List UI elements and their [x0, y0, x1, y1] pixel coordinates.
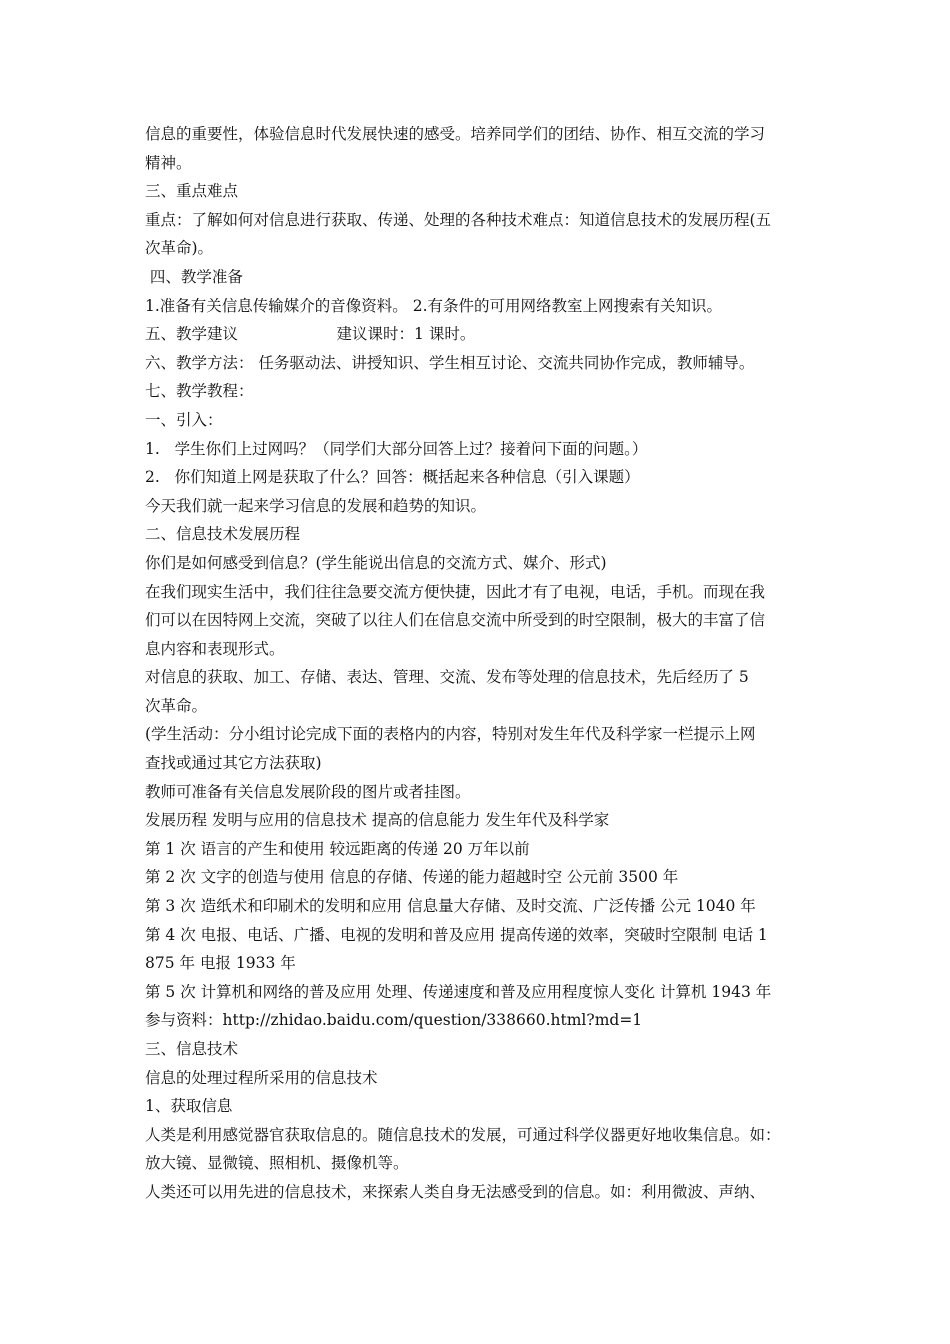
text-line: 1.准备有关信息传输媒介的音像资料。 2.有条件的可用网络教室上网搜索有关知识。	[145, 296, 723, 315]
text-line: 今天我们就一起来学习信息的发展和趋势的知识。	[145, 496, 487, 515]
section-heading: 三、信息技术	[145, 1040, 239, 1058]
section-heading: 七、教学教程：	[145, 382, 254, 401]
text-line: 放大镜、显微镜、照相机、摄像机等。	[145, 1154, 409, 1173]
section-heading: 三、重点难点	[145, 182, 239, 201]
document-body	[145, 120, 810, 1207]
table-row-line: 第 3 次 造纸术和印刷术的发明和应用 信息量大存储、及时交流、广泛传播 公元 1040 年	[145, 897, 756, 916]
text-line: 你们是如何感受到信息？(学生能说出信息的交流方式、媒介、形式)	[145, 553, 607, 572]
table-row-line: 第 1 次 语言的产生和使用 较远距离的传递 20 万年以前	[145, 839, 530, 858]
text-line: 人类是利用感觉器官获取信息的。随信息技术的发展，可通过科学仪器更好地收集信息。如：	[145, 1125, 781, 1144]
section-heading: 二、信息技术发展历程	[145, 525, 301, 544]
text-line: 信息的重要性，体验信息时代发展快速的感受。培养同学们的团结、协作、相互交流的学习	[145, 125, 766, 143]
table-row-line: 第 4 次 电报、电话、广播、电视的发明和普及应用 提高传递的效率，突破时空限制 电话 1	[145, 925, 768, 944]
subsection-heading: 1、获取信息	[145, 1097, 233, 1116]
table-row-line: 第 5 次 计算机和网络的普及应用 处理、传递速度和普及应用程度惊人变化 计算机 1943 年	[145, 982, 772, 1001]
section-heading: 四、教学准备	[145, 267, 243, 286]
section-heading: 六、教学方法： 任务驱动法、讲授知识、学生相互讨论、交流共同协作完成，教师辅导。	[145, 353, 755, 372]
table-row-line: 875 年 电报 1933 年	[145, 954, 296, 973]
text-line: 重点：了解如何对信息进行获取、传递、处理的各种技术难点：知道信息技术的发展历程(五	[145, 210, 772, 229]
text-line: 息内容和表现形式。	[145, 639, 285, 658]
table-header-line: 发展历程 发明与应用的信息技术 提高的信息能力 发生年代及科学家	[145, 811, 610, 830]
text-line: 对信息的获取、加工、存储、表达、管理、交流、发布等处理的信息技术，先后经历了 5	[145, 668, 749, 687]
text-line: 信息的处理过程所采用的信息技术	[145, 1068, 378, 1087]
text-line: 次革命。	[145, 696, 208, 715]
text-line: (学生活动：分小组讨论完成下面的表格内的内容，特别对发生年代及科学家一栏提示上网	[145, 725, 756, 744]
text-line: 们可以在因特网上交流，突破了以往人们在信息交流中所受到的时空限制，极大的丰富了信	[145, 611, 766, 630]
table-row-line: 第 2 次 文字的创造与使用 信息的存储、传递的能力超越时空 公元前 3500 年	[145, 868, 679, 887]
section-heading: 一、引入：	[145, 410, 223, 429]
text-line: 次革命)。	[145, 239, 214, 258]
text-line: 在我们现实生活中，我们往往急要交流方便快捷，因此才有了电视，电话，手机。而现在我	[145, 582, 766, 601]
reference-link: 参与资料：http://zhidao.baidu.com/question/338660.html?md=1	[145, 1011, 643, 1030]
text-line: 查找或通过其它方法获取)	[145, 754, 322, 773]
section-heading: 五、教学建议 建议课时：1 课时。	[145, 325, 476, 344]
text-line: 教师可准备有关信息发展阶段的图片或者挂图。	[145, 782, 471, 801]
list-item: 1. 学生你们上过网吗？（同学们大部分回答上过？接着问下面的问题。）	[145, 439, 648, 458]
text-line: 人类还可以用先进的信息技术，来探索人类自身无法感受到的信息。如：利用微波、声纳、	[145, 1182, 766, 1201]
list-item: 2. 你们知道上网是获取了什么？回答：概括起来各种信息（引入课题）	[145, 468, 640, 487]
text-line: 精神。	[145, 153, 192, 172]
